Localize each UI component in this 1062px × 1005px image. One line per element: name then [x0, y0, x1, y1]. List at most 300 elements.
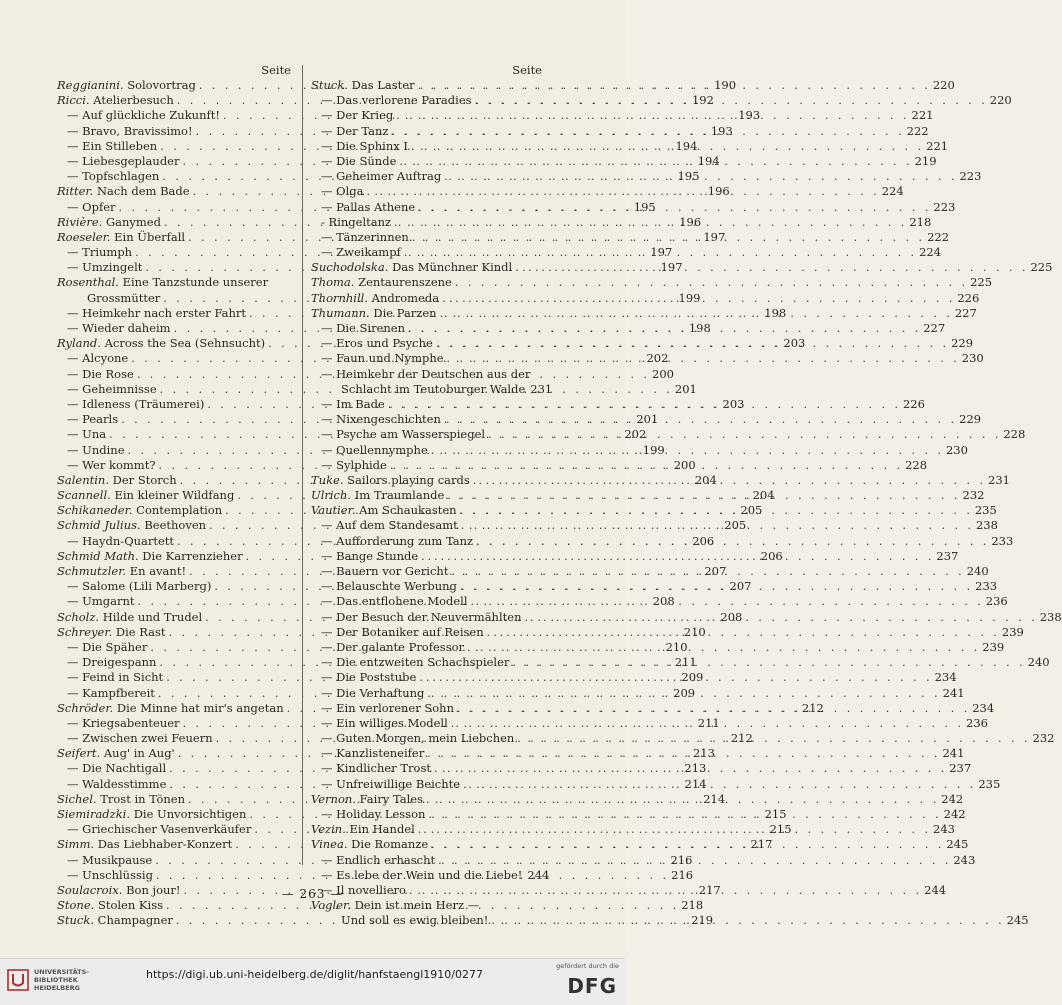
- entry-title: — Die Verhaftung: [321, 685, 425, 700]
- permalink-url[interactable]: https://digi.ub.uni-heidelberg.de/diglit/hanfstaengl1910/0277: [146, 968, 484, 981]
- entry-title: — Die Sphinx I: [321, 138, 408, 153]
- entry-author: Rosenthal.: [57, 275, 119, 290]
- entry-title: Die Unvorsichtigen: [133, 807, 247, 821]
- entry-page: 208: [720, 609, 743, 624]
- leader-dots: [428, 837, 944, 852]
- viewer-footer: [0, 958, 625, 1005]
- entry-text: [67, 686, 155, 701]
- entry-text: [67, 382, 157, 397]
- entry-title: Die Parzen: [373, 305, 437, 320]
- entry-page: 234: [972, 700, 995, 715]
- leader-dots: [464, 640, 980, 655]
- entry-text: [311, 488, 444, 503]
- entry-text: [321, 230, 409, 245]
- entry-page: 206: [760, 548, 783, 563]
- entry-title: Ein Überfall: [114, 229, 186, 244]
- entry-title: Das Liebhaber-Konzert: [97, 837, 233, 852]
- entry-text: [321, 655, 509, 670]
- entry-title: — Una: [67, 427, 107, 442]
- entry-page: 232: [962, 488, 985, 503]
- entry-page: 213: [692, 746, 715, 761]
- entry-title: — Es lebe der Wein und die Liebe!: [321, 867, 523, 882]
- entry-title: — Kanzlisteneifer: [321, 746, 425, 761]
- entry-page: 195: [677, 169, 700, 184]
- entry-page: 239: [982, 639, 1005, 654]
- entry-title: — Ein Stilleben: [67, 138, 158, 153]
- entry-author: Sichel.: [57, 791, 97, 806]
- entry-page: 227: [923, 321, 946, 335]
- entry-page: 236: [985, 594, 1008, 609]
- entry-text: [67, 260, 142, 275]
- entry-title: — Feind in Sicht: [67, 670, 164, 685]
- entry-page: 194: [675, 138, 698, 153]
- leader-dots: [485, 427, 1001, 442]
- index-entry: [311, 381, 553, 397]
- entry-title: — Salome (Lili Marberg): [67, 579, 212, 594]
- entry-page: 233: [975, 579, 998, 594]
- entry-author: Schikaneder.: [57, 503, 133, 518]
- entry-page: 211: [697, 715, 720, 730]
- entry-title: — Der galante Professor: [321, 639, 465, 654]
- leader-dots: [470, 473, 986, 488]
- entry-page: 212: [730, 731, 753, 746]
- leader-dots: [408, 139, 924, 154]
- entry-page: 209: [681, 670, 704, 685]
- entry-text: [321, 321, 405, 336]
- entry-page: 212: [801, 700, 824, 715]
- entry-page: 203: [783, 336, 806, 351]
- entry-text: [57, 336, 265, 351]
- leader-dots: [385, 397, 901, 412]
- entry-text: [321, 184, 363, 199]
- entry-title: — Geheimer Auftrag: [321, 169, 442, 184]
- entry-text: [67, 412, 118, 427]
- entry-page: 209: [673, 685, 696, 700]
- entry-page: 200: [652, 366, 674, 381]
- entry-page: 197: [660, 260, 683, 275]
- entry-title: Der Storch: [112, 472, 177, 487]
- entry-text: [57, 625, 166, 640]
- entry-page: 201: [674, 381, 697, 396]
- entry-text: [321, 367, 530, 382]
- leader-dots: [418, 549, 934, 564]
- entry-title: — Die entzweiten Schachspieler: [321, 655, 510, 670]
- entry-text: [341, 382, 525, 397]
- entry-text: [57, 746, 175, 761]
- entry-title: Champagner: [97, 913, 173, 928]
- entry-author: Suchodolska.: [311, 260, 389, 275]
- entry-page: 192: [691, 93, 714, 108]
- entry-page: 226: [957, 290, 980, 305]
- entry-page: 199: [678, 290, 701, 305]
- entry-title: Contemplation: [136, 503, 223, 518]
- entry-page: 218: [681, 898, 704, 913]
- entry-page: 244: [924, 882, 947, 897]
- entry-author: Rivière.: [57, 214, 103, 229]
- entry-title: — Endlich erhascht: [321, 852, 436, 867]
- entry-page: 245: [1006, 913, 1029, 928]
- entry-text: [57, 230, 185, 245]
- entry-title: — Die Sünde: [321, 153, 397, 168]
- entry-page: 230: [961, 351, 984, 366]
- entry-title: — Dreigespann: [67, 655, 157, 670]
- entry-title: Ein Handel: [349, 822, 415, 837]
- entry-text: [311, 260, 512, 275]
- entry-author: Ricci.: [57, 93, 90, 108]
- entry-page: 235: [974, 503, 997, 518]
- entry-page: 220: [932, 78, 955, 92]
- page-number: — 263 —: [281, 887, 344, 901]
- entry-text: [57, 792, 185, 807]
- entry-text: [67, 853, 152, 868]
- entry-title: — Kindlicher Trost: [321, 761, 431, 776]
- entry-text: [67, 579, 211, 594]
- entry-title: Das Laster: [351, 78, 415, 92]
- entry-page: 218: [909, 214, 932, 229]
- entry-page: 197: [650, 245, 673, 260]
- entry-text: [321, 93, 472, 108]
- entry-page: 245: [946, 837, 969, 852]
- leader-dots: [512, 260, 1028, 275]
- entry-title: — Ein verlorener Sohn: [321, 700, 454, 715]
- entry-title: Dein ist mein Herz —: [354, 898, 480, 913]
- index-entry: [311, 275, 993, 290]
- entry-title: Die Romanze: [351, 837, 429, 852]
- entry-text: [57, 184, 190, 199]
- entry-text: [321, 427, 485, 442]
- entry-text: [67, 306, 246, 321]
- entry-title: — Umgarnt: [67, 594, 135, 609]
- entry-title: — Die Späher: [67, 639, 148, 654]
- leader-dots: [441, 412, 957, 427]
- entry-text: [321, 351, 444, 366]
- entry-page: 204: [752, 488, 775, 503]
- entry-text: [321, 534, 473, 549]
- entry-text: [67, 458, 156, 473]
- entry-title: — Idleness (Träumerei): [67, 396, 205, 411]
- entry-page: 240: [966, 564, 989, 578]
- leader-dots: [424, 746, 940, 761]
- entry-page: 210: [665, 639, 688, 654]
- entry-page: 224: [881, 184, 904, 199]
- entry-author: Vautier.: [311, 503, 356, 518]
- entry-text: [67, 655, 156, 670]
- entry-text: [67, 761, 166, 776]
- entry-author: Thornhill.: [311, 290, 369, 305]
- entry-text: [67, 351, 128, 366]
- entry-author: Stone.: [57, 898, 95, 913]
- entry-page: 238: [1039, 609, 1062, 624]
- entry-text: [57, 488, 234, 503]
- leader-dots: [457, 579, 973, 594]
- entry-page: 225: [970, 275, 993, 290]
- entry-page: 222: [927, 229, 950, 244]
- entry-author: Simm.: [57, 837, 95, 852]
- entry-title: Am Schaukasten: [359, 503, 457, 518]
- entry-text: [67, 731, 213, 746]
- entry-author: Ritter.: [57, 184, 94, 199]
- entry-page: 214: [703, 791, 726, 806]
- entry-title: — Der Tanz: [321, 123, 389, 138]
- leader-dots: [473, 534, 989, 549]
- entry-page: 237: [936, 548, 959, 563]
- entry-title: — Eros und Psyche: [321, 336, 433, 351]
- entry-page: 201: [636, 412, 659, 427]
- entry-author: Schmid Math.: [57, 548, 139, 563]
- entry-text: [321, 169, 441, 184]
- entry-text: [57, 913, 173, 928]
- entry-title: — Bauern vor Gericht: [321, 564, 449, 578]
- entry-title: Aug' in Aug': [103, 746, 175, 761]
- leader-dots: [409, 230, 925, 245]
- entry-page: 240: [1027, 655, 1050, 670]
- entry-text: [57, 549, 243, 564]
- entry-text: [311, 837, 428, 852]
- entry-title: — Auf dem Standesamt: [321, 518, 458, 533]
- entry-text: [57, 275, 268, 290]
- entry-title: — Das verlorene Paradies: [321, 93, 472, 108]
- entry-page: 196: [707, 184, 730, 199]
- entry-title: Schlacht im Teutoburger Walde: [341, 381, 526, 396]
- leader-dots: [405, 321, 921, 336]
- entry-title: — Waldesstimme: [67, 776, 167, 791]
- entry-text: [321, 868, 522, 883]
- entry-text: [321, 124, 388, 139]
- entry-page: 236: [966, 715, 988, 730]
- entry-text: [321, 397, 385, 412]
- entry-title: — Alcyone: [67, 351, 129, 366]
- entry-title: — Die Rose: [67, 366, 134, 381]
- entry-text: [321, 761, 431, 776]
- index-entry: [311, 867, 550, 883]
- entry-title: — Opfer: [67, 199, 116, 214]
- funding-note: gefördert durch die: [556, 962, 619, 970]
- leader-dots: [514, 731, 1030, 746]
- entry-page: 198: [688, 321, 711, 335]
- entry-title: — Kampfbereit: [67, 685, 155, 700]
- leader-dots: [441, 169, 957, 184]
- entry-title: — Bange Stunde: [321, 548, 419, 563]
- entry-author: Vinea.: [311, 837, 348, 852]
- leader-dots: [454, 701, 970, 716]
- entry-text: [321, 746, 424, 761]
- entry-title: — Olga: [321, 184, 364, 199]
- leader-dots: [393, 108, 909, 123]
- entry-page: 242: [943, 807, 966, 821]
- entry-text: [321, 154, 396, 169]
- entry-title: — Tänzerinnen: [321, 229, 409, 244]
- leader-dots: [415, 822, 931, 837]
- entry-title: Die Karrenzieher: [142, 548, 243, 563]
- entry-page: 229: [959, 412, 982, 427]
- entry-page: 231: [530, 381, 553, 396]
- entry-page: 202: [646, 351, 669, 366]
- leader-dots: [415, 200, 931, 215]
- entry-text: [321, 564, 448, 579]
- entry-title: — Im Bade: [321, 396, 385, 411]
- entry-page: 216: [670, 852, 693, 867]
- entry-text: [321, 640, 464, 655]
- entry-text: [57, 78, 196, 93]
- leader-dots: [448, 564, 964, 579]
- entry-author: Salentin.: [57, 472, 109, 487]
- entry-text: [311, 291, 439, 306]
- entry-page: 204: [694, 472, 717, 487]
- entry-text: [57, 564, 186, 579]
- entry-text: [321, 686, 424, 701]
- entry-author: Ulrich.: [311, 488, 352, 503]
- entry-text: [57, 837, 232, 852]
- entry-title: — Belauschte Werbung: [321, 579, 457, 594]
- entry-title: — Geheimnisse: [67, 381, 157, 396]
- entry-page: 227: [954, 305, 977, 320]
- entry-text: [321, 108, 393, 123]
- entry-author: Vernon.: [311, 791, 356, 806]
- entry-page: 221: [926, 138, 949, 153]
- entry-author: Thumann.: [311, 305, 370, 320]
- entry-text: [321, 625, 484, 640]
- entry-author: Soulacroix.: [57, 882, 123, 897]
- leader-dots: [444, 351, 960, 366]
- index-entry: [57, 275, 293, 290]
- seite-header-right: Seite: [512, 63, 542, 77]
- entry-title: — Il novelliero: [321, 882, 406, 897]
- entry-title: — Haydn-Quartett: [67, 533, 175, 548]
- entry-title: — Kriegsabenteuer: [67, 715, 180, 730]
- entry-page: 193: [710, 123, 733, 138]
- entry-title: Hilde und Trudel: [102, 609, 203, 624]
- entry-text: [321, 579, 457, 594]
- leader-dots: [448, 716, 964, 731]
- entry-title: — Auf glückliche Zukunft!: [67, 108, 220, 123]
- entry-page: 210: [683, 624, 706, 639]
- entry-text: [67, 670, 163, 685]
- entry-author: Schreyer.: [57, 624, 113, 639]
- entry-page: 206: [692, 533, 715, 548]
- leader-dots: [458, 518, 974, 533]
- entry-text: [321, 412, 441, 427]
- entry-page: 200: [673, 457, 696, 472]
- leader-dots: [460, 777, 976, 792]
- entry-page: 217: [750, 837, 773, 852]
- entry-page: 237: [949, 761, 972, 776]
- leader-dots: [363, 184, 879, 199]
- entry-title: — Bravo, Bravissimo!: [67, 123, 193, 138]
- entry-title: — Faun und Nymphe: [321, 351, 444, 366]
- entry-text: [67, 124, 193, 139]
- entry-page: 213: [684, 761, 707, 776]
- entry-title: — Wieder daheim: [67, 321, 171, 335]
- entry-author: Stuck.: [311, 78, 348, 92]
- entry-page: 216: [671, 867, 694, 882]
- entry-text: [321, 139, 408, 154]
- entry-title: — Nixengeschichten: [321, 412, 441, 427]
- entry-text: [311, 78, 415, 93]
- entry-text: [311, 503, 457, 518]
- entry-title: — Griechischer Vasenverkäufer: [67, 822, 252, 837]
- entry-text: [67, 200, 116, 215]
- column-divider: [302, 65, 303, 865]
- entry-page: 226: [902, 396, 925, 411]
- entry-text: [321, 594, 468, 609]
- entry-title: — Der Krieg: [321, 108, 394, 123]
- entry-title: — Heimkehr nach erster Fahrt: [67, 305, 247, 320]
- entry-text: [311, 792, 423, 807]
- entry-title: Trost in Tönen: [100, 791, 185, 806]
- entry-author: Reggianini.: [57, 78, 124, 92]
- entry-page: 219: [691, 913, 714, 928]
- entry-title: — Ein williges Modell: [321, 715, 448, 730]
- entry-title: — Unfreiwillige Beichte: [321, 776, 461, 791]
- entry-text: [321, 853, 435, 868]
- leader-dots: [433, 336, 949, 351]
- entry-page: 215: [764, 807, 787, 821]
- entry-title: — Die Poststube: [321, 670, 417, 685]
- entry-page: 196: [679, 214, 702, 229]
- entry-page: 207: [729, 579, 752, 594]
- leader-dots: [401, 245, 917, 260]
- entry-title: Zentaurenszene: [358, 275, 452, 290]
- entry-text: [67, 169, 159, 184]
- leader-dots: [468, 594, 984, 609]
- entry-page: 203: [722, 396, 745, 411]
- leader-dots: [425, 807, 941, 822]
- entry-author: Schmutzler.: [57, 564, 127, 578]
- entry-text: [311, 275, 452, 290]
- entry-text: [321, 549, 418, 564]
- entry-page: 234: [934, 670, 957, 685]
- entry-page: 214: [684, 776, 707, 791]
- entry-author: Seifert.: [57, 746, 101, 761]
- entry-text: [311, 473, 470, 488]
- entry-title: Nach dem Bade: [96, 184, 190, 199]
- entry-page: 238: [975, 518, 998, 533]
- entry-text: [311, 306, 437, 321]
- entry-page: 222: [906, 123, 929, 138]
- leader-dots: [431, 761, 947, 776]
- leader-dots: [416, 670, 932, 685]
- leader-dots: [424, 686, 940, 701]
- entry-title: Die Rast: [115, 624, 166, 639]
- entry-text: [321, 610, 521, 625]
- entry-title: — Triumph: [67, 245, 133, 260]
- entry-title: — Zwischen zwei Feuern: [67, 731, 213, 746]
- entry-text: [57, 610, 202, 625]
- entry-title: — Zweikampf: [321, 245, 401, 260]
- entry-text: [321, 215, 391, 230]
- entry-page: 205: [724, 518, 747, 533]
- entry-page: 242: [941, 791, 964, 806]
- entry-text: [321, 716, 448, 731]
- entry-page: 207: [704, 564, 727, 578]
- entry-page: 232: [1032, 731, 1055, 746]
- entry-page: 241: [942, 746, 965, 761]
- entry-text: [321, 200, 415, 215]
- entry-title: — Der Besuch der Neuvermählten: [321, 609, 522, 624]
- entry-author: Schmid Julius.: [57, 518, 141, 533]
- entry-title: Eine Tanzstunde unserer: [122, 275, 269, 290]
- entry-text: [67, 534, 174, 549]
- entry-author: Scholz.: [57, 609, 100, 624]
- entry-text: [67, 139, 157, 154]
- entry-page: 224: [919, 245, 942, 260]
- entry-title: Im Traumlande: [354, 488, 445, 503]
- entry-title: — Guten Morgen, mein Liebchen: [321, 731, 515, 746]
- entry-title: — Musikpause: [67, 852, 153, 867]
- leader-dots: [439, 291, 955, 306]
- entry-title: Ein kleiner Wildfang: [114, 488, 235, 503]
- entry-text: [321, 701, 454, 716]
